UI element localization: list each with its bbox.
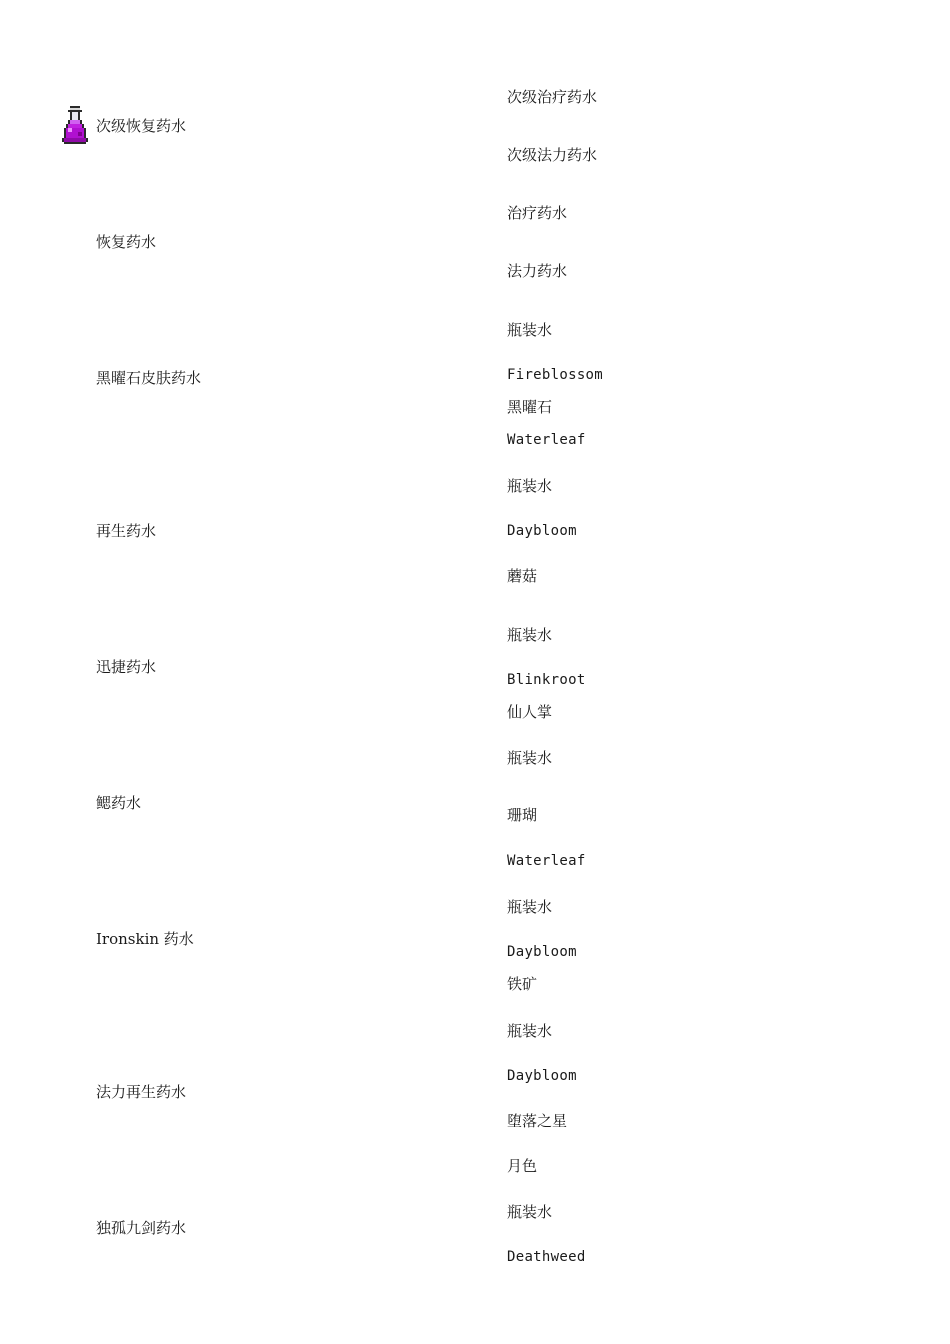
potion-name: Ironskin 药水	[96, 930, 194, 948]
potion-name: 迅捷药水	[96, 658, 157, 676]
ingredient: 瓶装水	[507, 1022, 553, 1040]
potion-name: 恢复药水	[96, 233, 157, 251]
ingredient: 铁矿	[507, 975, 538, 993]
ingredient: 黑曜石	[507, 398, 553, 416]
ingredient: Daybloom	[507, 1068, 577, 1084]
ingredient: 仙人掌	[507, 703, 553, 721]
ingredient: 珊瑚	[507, 806, 538, 824]
potion-name: 黑曜石皮肤药水	[96, 369, 202, 387]
potion-name: 独孤九剑药水	[96, 1219, 187, 1237]
ingredient: 法力药水	[507, 262, 568, 280]
ingredient: Fireblossom	[507, 367, 604, 383]
ingredient: 瓶装水	[507, 749, 553, 767]
ingredient: Waterleaf	[507, 853, 586, 869]
ingredient: Daybloom	[507, 523, 577, 539]
ingredient: 瓶装水	[507, 1203, 553, 1221]
ingredient: 堕落之星	[507, 1112, 568, 1130]
potion-name: 鳃药水	[96, 794, 142, 812]
ingredient: Deathweed	[507, 1249, 586, 1265]
potion-name: 法力再生药水	[96, 1083, 187, 1101]
ingredient: 瓶装水	[507, 477, 553, 495]
ingredient: 月色	[507, 1157, 538, 1175]
potion-flask-icon	[60, 106, 90, 144]
ingredient: 次级法力药水	[507, 146, 598, 164]
ingredient: 蘑菇	[507, 567, 538, 585]
ingredient: Waterleaf	[507, 432, 586, 448]
ingredient: Daybloom	[507, 944, 577, 960]
ingredient: 瓶装水	[507, 321, 553, 339]
potion-name: 再生药水	[96, 522, 157, 540]
potion-name: 次级恢复药水	[96, 117, 187, 135]
ingredient: Blinkroot	[507, 672, 586, 688]
ingredient: 瓶装水	[507, 626, 553, 644]
ingredient: 瓶装水	[507, 898, 553, 916]
ingredient: 次级治疗药水	[507, 88, 598, 106]
ingredient: 治疗药水	[507, 204, 568, 222]
